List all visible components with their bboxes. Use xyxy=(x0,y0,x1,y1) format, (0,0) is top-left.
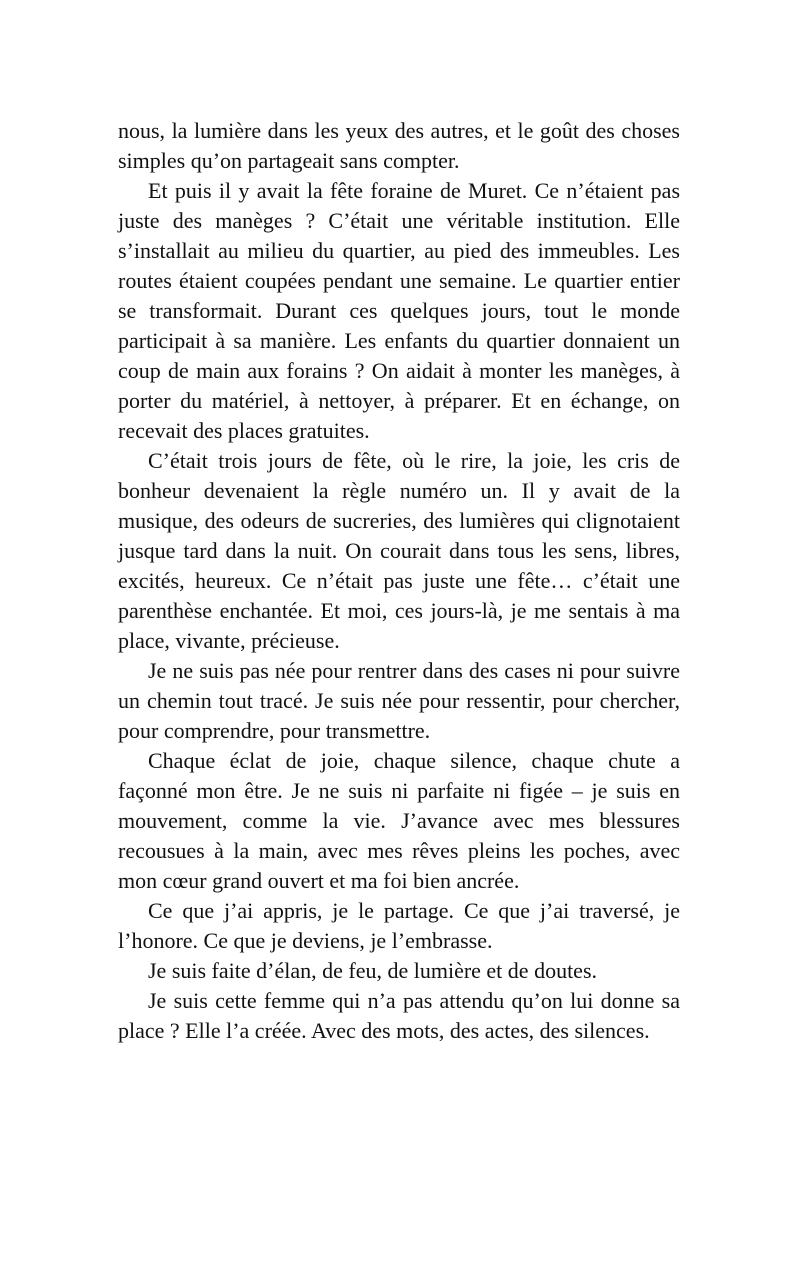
book-page xyxy=(118,116,680,1046)
paragraph-ce-que: Ce que j’ai appris, je le partage. Ce que j’ai traversé, je l’honore. Ce que je deviens, je l’embrasse. xyxy=(118,898,680,953)
paragraph-fete-foraine: Et puis il y avait la fête foraine de Muret. Ce n’étaient pas juste des manèges ? C’était une véritable institution. Elle s’installait au milieu du quartier, au pied des immeubles. Les routes étaient coupées pendant une semaine. Le quartier entier se transformait. Durant ces quelques jours, tout le monde participait à sa manière. Les enfants du quartier donnaient un coup de main aux forains ? On aidait à monter les manèges, à porter du matériel, à nettoyer, à préparer. Et en échange, on recevait des places gratuites. xyxy=(118,178,680,443)
paragraph-pas-nee: Je ne suis pas née pour rentrer dans des cases ni pour suivre un chemin tout tracé. Je suis née pour ressentir, pour chercher, pour comprendre, pour transmettre. xyxy=(118,658,680,743)
paragraph-chaque-eclat: Chaque éclat de joie, chaque silence, chaque chute a façonné mon être. Je ne suis ni parfaite ni figée – je suis en mouvement, comme la vie. J’avance avec mes blessures recousues à la main, avec mes rêves pleins les poches, avec mon cœur grand ouvert et ma foi bien ancrée. xyxy=(118,748,680,893)
paragraph-continued: nous, la lumière dans les yeux des autres, et le goût des choses simples qu’on partageait sans compter. xyxy=(118,118,680,173)
paragraph-trois-jours: C’était trois jours de fête, où le rire, la joie, les cris de bonheur devenaient la règle numéro un. Il y avait de la musique, des odeurs de sucreries, des lumières qui clignotaient jusque tard dans la nuit. On courait dans tous les sens, libres, excités, heureux. Ce n’était pas juste une fête… c’était une parenthèse enchantée. Et moi, ces jours-là, je me sentais à ma place, vivante, précieuse. xyxy=(118,448,680,653)
paragraph-cette-femme: Je suis cette femme qui n’a pas attendu qu’on lui donne sa place ? Elle l’a créée. Avec des mots, des actes, des silences. xyxy=(118,988,680,1043)
paragraph-faite-elan: Je suis faite d’élan, de feu, de lumière et de doutes. xyxy=(148,958,598,983)
